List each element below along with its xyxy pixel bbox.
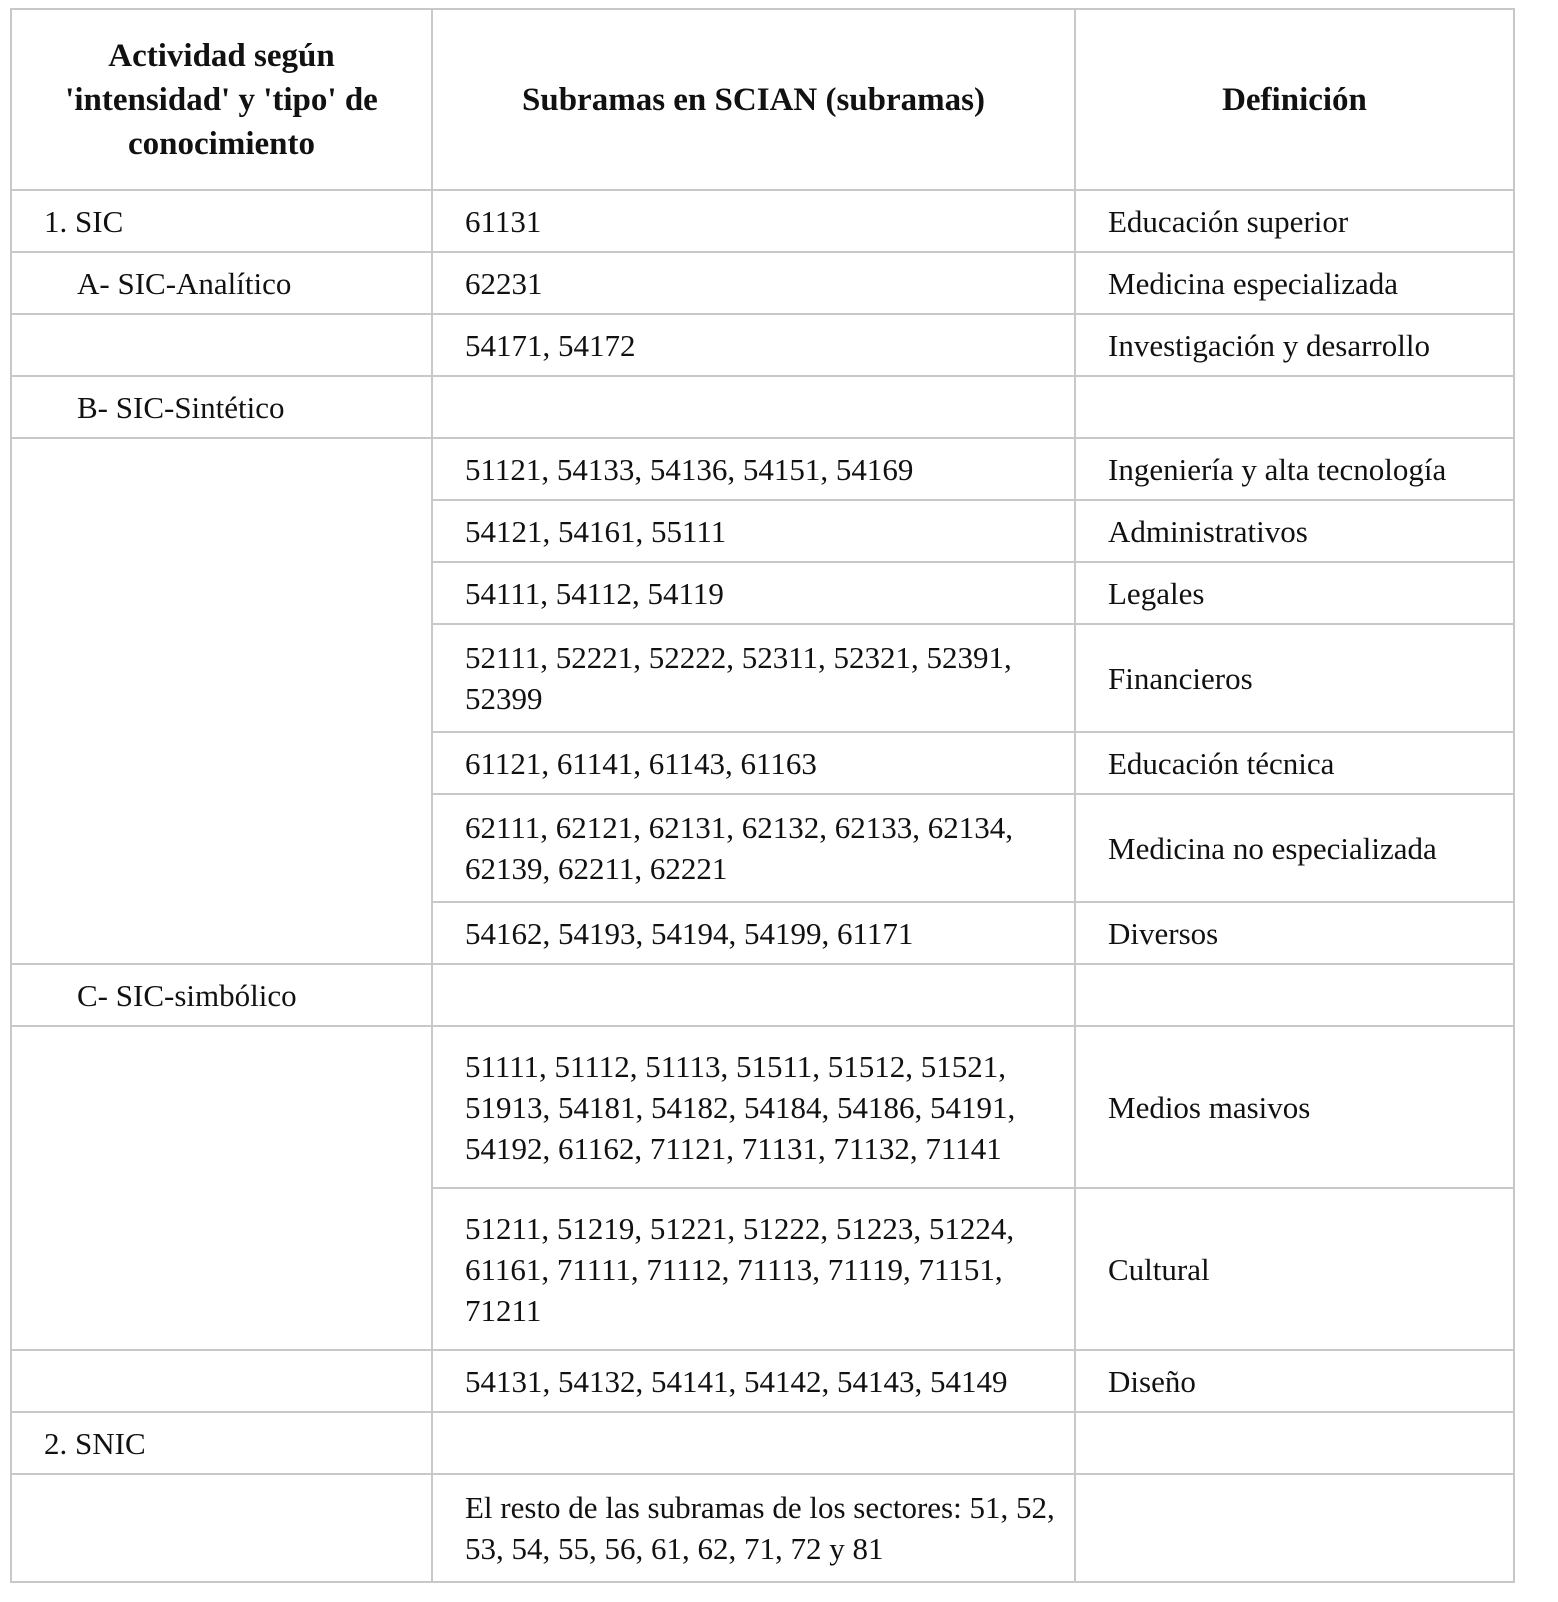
codes-cell: 61131 <box>432 190 1075 252</box>
definition-cell: Educación superior <box>1075 190 1514 252</box>
table-row <box>11 376 1514 438</box>
header-row <box>11 9 1514 190</box>
codes-cell: 54171, 54172 <box>432 314 1075 376</box>
table-row <box>11 1474 1514 1582</box>
table-row <box>11 964 1514 1026</box>
definition-cell: Financieros <box>1075 624 1514 732</box>
codes-cell: 52111, 52221, 52222, 52311, 52321, 52391, 52399 <box>432 624 1075 732</box>
activity-cell <box>11 1350 432 1412</box>
definition-cell: Medicina especializada <box>1075 252 1514 314</box>
codes-cell: 54121, 54161, 55111 <box>432 500 1075 562</box>
activity-cell <box>11 314 432 376</box>
header-subramas: Subramas en SCIAN (subramas) <box>432 9 1075 190</box>
definition-cell <box>1075 376 1514 438</box>
header-activity: Actividad según 'intensidad' y 'tipo' de conocimiento <box>11 9 432 190</box>
table-row <box>11 252 1514 314</box>
table-wrapper <box>10 8 1515 1583</box>
codes-cell: 54111, 54112, 54119 <box>432 562 1075 624</box>
codes-cell: 51111, 51112, 51113, 51511, 51512, 51521, 51913, 54181, 54182, 54184, 54186, 54191, 54192, 61162, 71121, 71131, 71132, 71141 <box>432 1026 1075 1188</box>
definition-cell: Medicina no especializada <box>1075 794 1514 902</box>
definition-cell: Administrativos <box>1075 500 1514 562</box>
table-row <box>11 1350 1514 1412</box>
table-row <box>11 190 1514 252</box>
definition-cell: Ingeniería y alta tecnología <box>1075 438 1514 500</box>
activity-cell: B- SIC-Sintético <box>11 376 432 438</box>
definition-cell: Cultural <box>1075 1188 1514 1350</box>
table-row <box>11 438 1514 500</box>
definition-cell: Medios masivos <box>1075 1026 1514 1188</box>
activity-cell <box>11 1026 432 1350</box>
codes-cell: 62111, 62121, 62131, 62132, 62133, 62134, 62139, 62211, 62221 <box>432 794 1075 902</box>
definition-cell: Educación técnica <box>1075 732 1514 794</box>
activity-cell <box>11 1474 432 1582</box>
codes-cell <box>432 1412 1075 1474</box>
classification-table <box>10 8 1515 1583</box>
activity-cell: A- SIC-Analítico <box>11 252 432 314</box>
activity-cell: C- SIC-simbólico <box>11 964 432 1026</box>
codes-cell <box>432 376 1075 438</box>
codes-cell: El resto de las subramas de los sectores: 51, 52, 53, 54, 55, 56, 61, 62, 71, 72 y 81 <box>432 1474 1075 1582</box>
codes-cell: 51211, 51219, 51221, 51222, 51223, 51224, 61161, 71111, 71112, 71113, 71119, 71151, 71211 <box>432 1188 1075 1350</box>
table-row <box>11 314 1514 376</box>
codes-cell: 61121, 61141, 61143, 61163 <box>432 732 1075 794</box>
codes-cell <box>432 964 1075 1026</box>
table-row <box>11 1026 1514 1188</box>
definition-cell: Legales <box>1075 562 1514 624</box>
definition-cell <box>1075 964 1514 1026</box>
activity-cell: 2. SNIC <box>11 1412 432 1474</box>
codes-cell: 62231 <box>432 252 1075 314</box>
definition-cell <box>1075 1412 1514 1474</box>
header-definition: Definición <box>1075 9 1514 190</box>
definition-cell: Investigación y desarrollo <box>1075 314 1514 376</box>
table-row <box>11 1412 1514 1474</box>
codes-cell: 51121, 54133, 54136, 54151, 54169 <box>432 438 1075 500</box>
definition-cell: Diversos <box>1075 902 1514 964</box>
definition-cell: Diseño <box>1075 1350 1514 1412</box>
definition-cell <box>1075 1474 1514 1582</box>
codes-cell: 54162, 54193, 54194, 54199, 61171 <box>432 902 1075 964</box>
activity-cell <box>11 438 432 964</box>
codes-cell: 54131, 54132, 54141, 54142, 54143, 54149 <box>432 1350 1075 1412</box>
activity-cell: 1. SIC <box>11 190 432 252</box>
